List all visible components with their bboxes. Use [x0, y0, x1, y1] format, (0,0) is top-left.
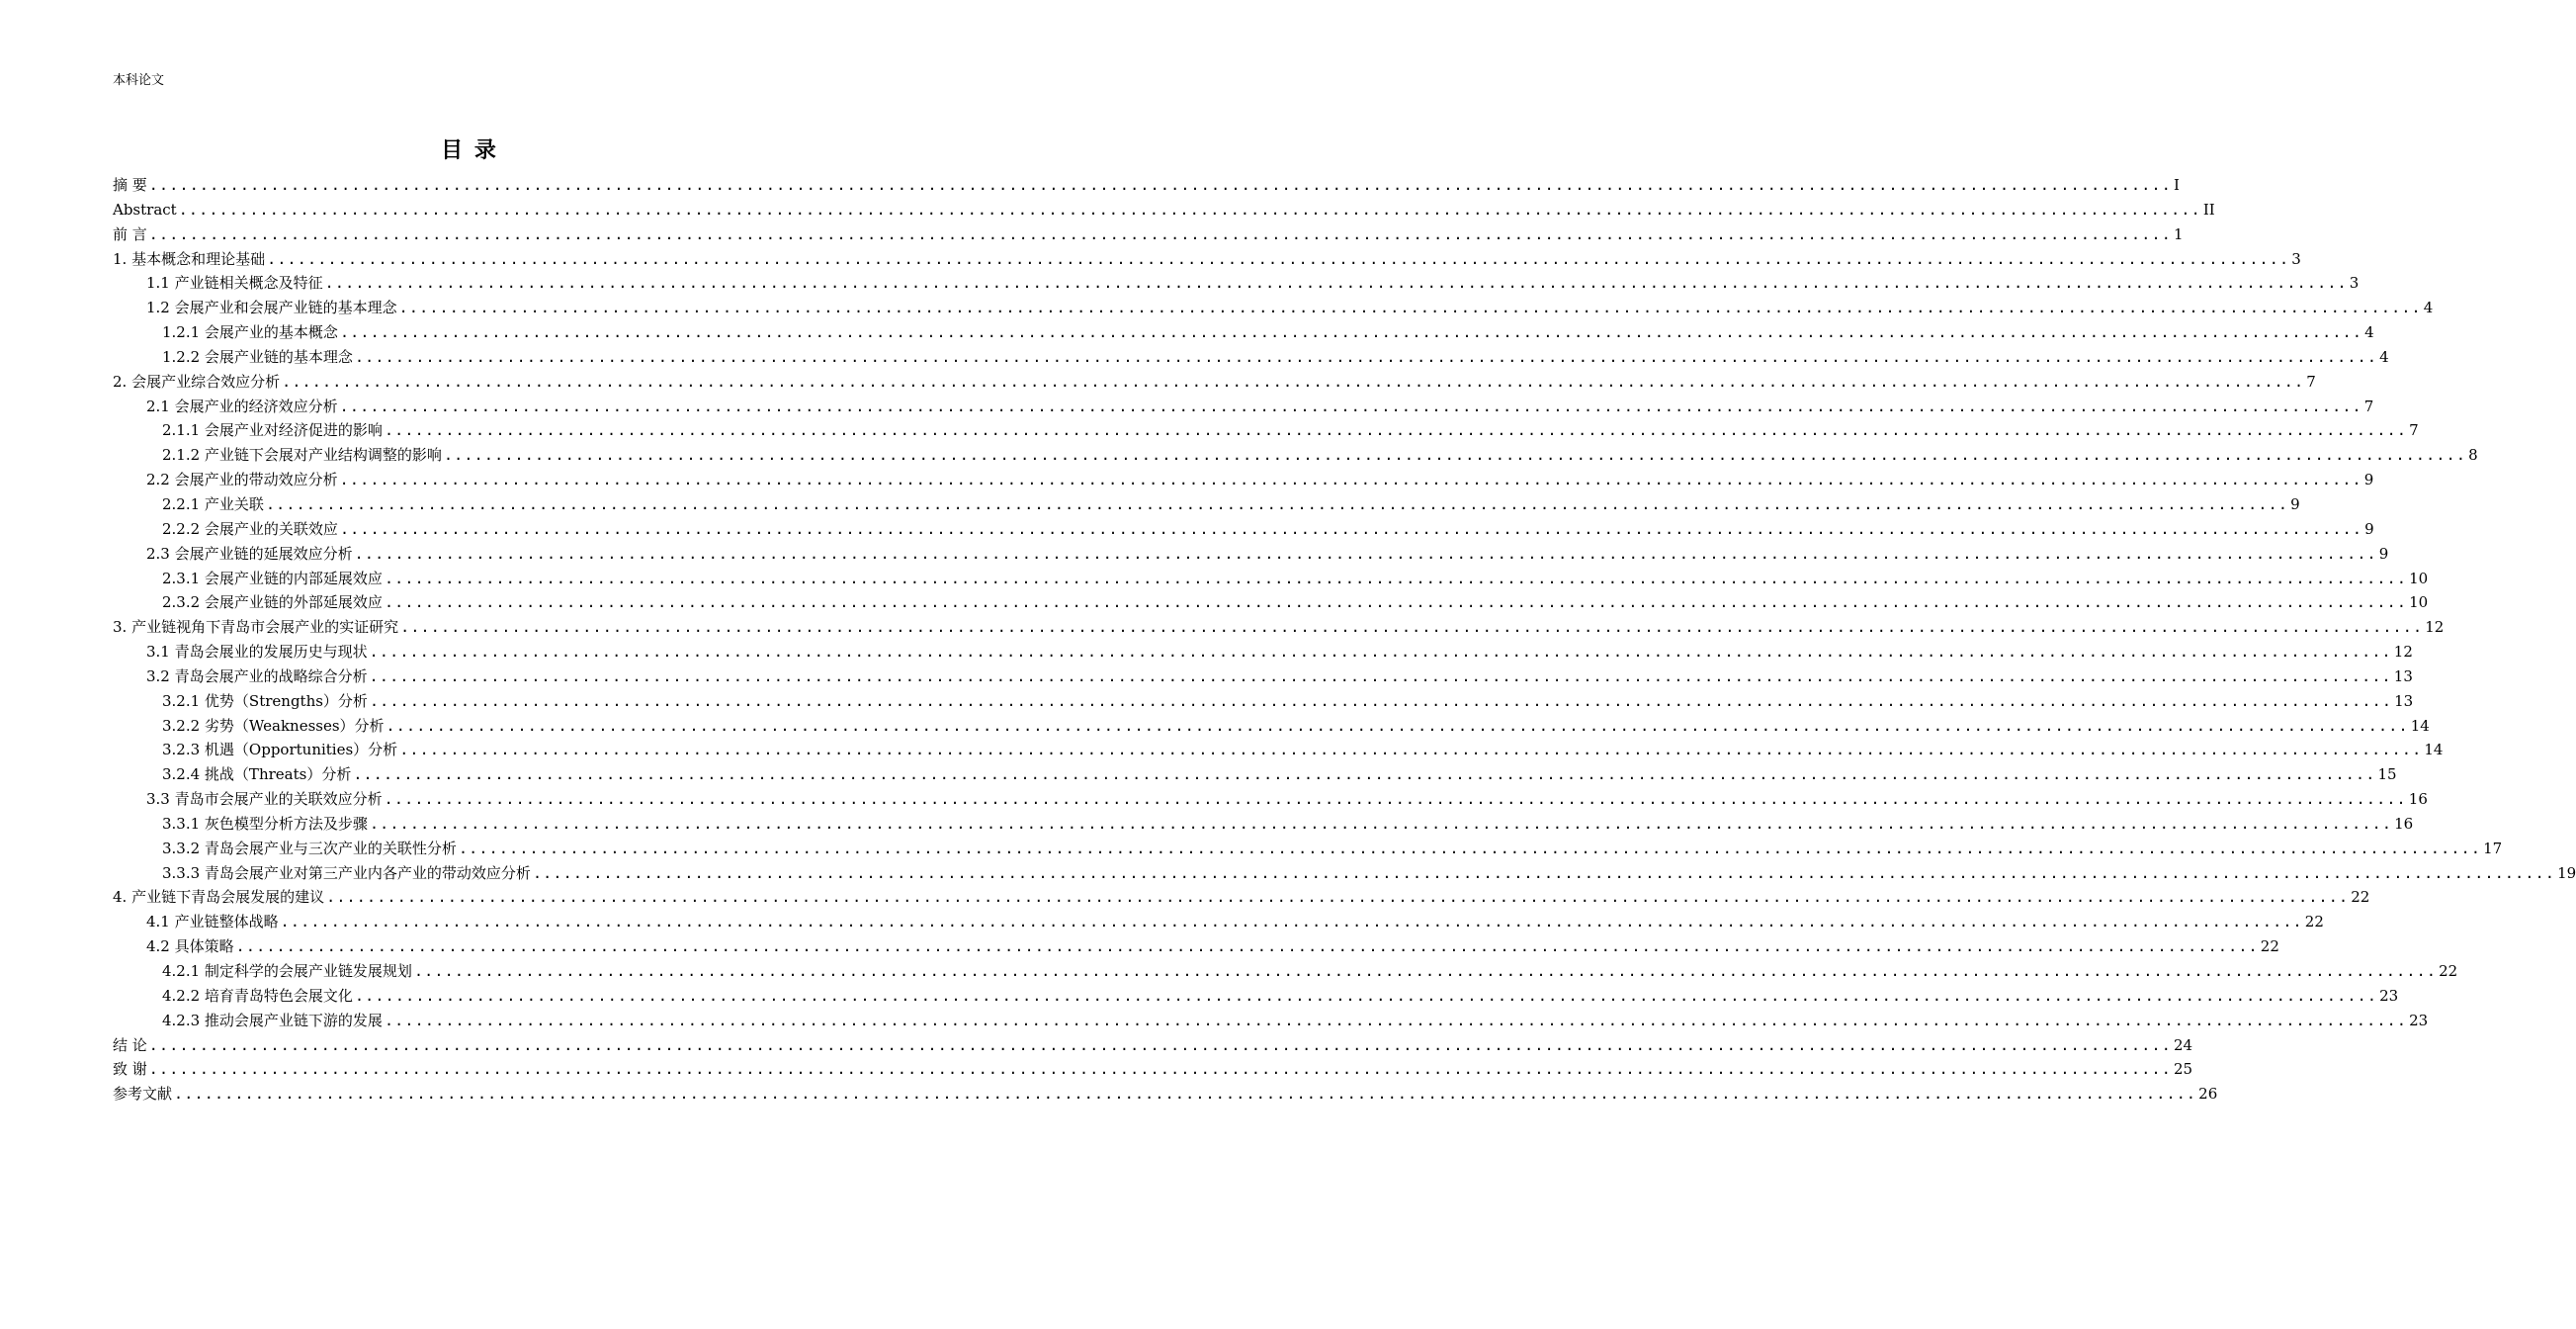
toc-entry[interactable]	[113, 934, 2279, 959]
toc-leader-dots: ........................................................................................................................................................................................................	[384, 569, 2408, 587]
toc-entry-label: 4.2.1 制定科学的会展产业链发展规划	[162, 962, 412, 980]
toc-entry[interactable]	[113, 959, 2458, 984]
toc-entry[interactable]	[113, 320, 2374, 345]
toc-entry[interactable]	[113, 567, 2429, 591]
toc-entry[interactable]	[113, 787, 2428, 812]
toc-entry-page: I	[2173, 176, 2180, 194]
toc-entry-label: 4.2.2 培育青岛特色会展文化	[162, 986, 353, 1005]
toc-entry-label: 1.1 产业链相关概念及特征	[146, 274, 323, 293]
toc-leader-dots: ........................................................................................................................................................................................................	[282, 372, 2305, 391]
toc-entry-page: 22	[2439, 962, 2458, 980]
toc-entry-label: 参考文献	[113, 1085, 173, 1104]
toc-entry-label: 3.3 青岛市会展产业的关联效应分析	[146, 790, 383, 809]
toc-leader-dots: ........................................................................................................................................................................................................	[235, 937, 2259, 956]
toc-entry[interactable]	[113, 492, 2300, 517]
toc-entry[interactable]	[113, 1033, 2193, 1058]
toc-entry-page: 23	[2379, 986, 2399, 1005]
toc-entry[interactable]	[113, 812, 2414, 837]
toc-entry[interactable]	[113, 738, 2444, 762]
toc-entry-label: 3.3.1 灰色模型分析方法及步骤	[162, 814, 368, 833]
toc-entry[interactable]	[113, 296, 2434, 320]
toc-entry[interactable]	[113, 443, 2478, 468]
page-header: 本科论文	[113, 73, 165, 88]
toc-leader-dots: ........................................................................................................................................................................................................	[265, 494, 2289, 513]
toc-entry[interactable]	[113, 517, 2374, 542]
toc-entry-label: 2.1 会展产业的经济效应分析	[146, 397, 338, 415]
toc-entry[interactable]	[113, 247, 2301, 272]
toc-entry-page: 1	[2173, 224, 2184, 243]
toc-entry-page: 9	[2290, 494, 2300, 513]
toc-entry-page: 22	[2260, 937, 2279, 956]
toc-entry[interactable]	[113, 1009, 2429, 1033]
toc-entry-label: 2.2.1 产业关联	[162, 494, 264, 513]
toc-entry-page: 9	[2378, 544, 2389, 563]
toc-entry-page: 15	[2377, 765, 2397, 784]
page-title: 目 录	[441, 138, 498, 163]
toc-entry-page: 4	[2364, 323, 2374, 342]
toc-entry-label: 3.1 青岛会展业的发展历史与现状	[146, 643, 368, 662]
toc-entry-page: II	[2202, 200, 2215, 219]
toc-entry-page: 22	[2351, 888, 2370, 907]
toc-entry-label: 4.1 产业链整体战略	[146, 913, 279, 931]
toc-entry-page: 13	[2394, 691, 2414, 710]
toc-entry-label: 4.2.3 推动会展产业链下游的发展	[162, 1011, 383, 1029]
toc-entry[interactable]	[113, 861, 2576, 886]
toc-entry-label: 3.2 青岛会展产业的战略综合分析	[146, 666, 368, 685]
toc-leader-dots: ........................................................................................................................................................................................................	[354, 544, 2377, 563]
toc-entry-page: 13	[2393, 666, 2413, 685]
toc-entry[interactable]	[113, 664, 2413, 689]
toc-leader-dots: ........................................................................................................................................................................................................	[384, 790, 2407, 809]
toc-leader-dots: ........................................................................................................................................................................................................	[384, 1011, 2408, 1029]
toc-entry-page: 3	[2349, 274, 2360, 293]
toc-entry-label: 2.2 会展产业的带动效应分析	[146, 471, 338, 489]
toc-entry-page: 12	[2393, 643, 2413, 662]
toc-entry[interactable]	[113, 222, 2184, 247]
toc-entry-page: 24	[2173, 1035, 2193, 1054]
toc-leader-dots: ........................................................................................................................................................................................................	[148, 1035, 2172, 1054]
toc-leader-dots: ........................................................................................................................................................................................................	[399, 741, 2423, 759]
toc-leader-dots: ........................................................................................................................................................................................................	[458, 839, 2482, 857]
toc-leader-dots: ........................................................................................................................................................................................................	[339, 397, 2362, 415]
toc-entry-page: 14	[2410, 716, 2430, 735]
toc-entry-page: 4	[2423, 299, 2434, 317]
toc-leader-dots: ........................................................................................................................................................................................................	[148, 1060, 2172, 1079]
toc-entry-page: 16	[2394, 814, 2414, 833]
toc-entry-page: 10	[2409, 593, 2429, 612]
toc-entry-page: 14	[2424, 741, 2444, 759]
toc-leader-dots: ........................................................................................................................................................................................................	[267, 249, 2290, 268]
toc-leader-dots: ........................................................................................................................................................................................................	[443, 446, 2467, 465]
toc-entry-label: Abstract	[113, 200, 177, 219]
toc-entry-page: 7	[2409, 421, 2419, 440]
toc-entry-page: 4	[2379, 347, 2389, 366]
toc-entry[interactable]	[113, 468, 2374, 492]
toc-entry-label: 3.2.4 挑战（Threats）分析	[162, 765, 352, 784]
toc-leader-dots: ........................................................................................................................................................................................................	[354, 347, 2378, 366]
toc-entry-page: 9	[2364, 519, 2374, 538]
toc-entry[interactable]	[113, 885, 2370, 910]
toc-entry[interactable]	[113, 173, 2180, 198]
toc-entry-page: 16	[2408, 790, 2428, 809]
toc-entry[interactable]	[113, 837, 2503, 861]
toc-entry-page: 8	[2468, 446, 2478, 465]
toc-entry[interactable]	[113, 370, 2316, 395]
toc-entry-page: 19	[2557, 863, 2576, 882]
toc-leader-dots: ........................................................................................................................................................................................................	[386, 716, 2409, 735]
toc-entry-page: 26	[2198, 1085, 2218, 1104]
toc-entry-label: 4. 产业链下青岛会展发展的建议	[113, 888, 325, 907]
toc-entry[interactable]	[113, 1057, 2193, 1082]
toc-entry[interactable]	[113, 271, 2360, 296]
toc-leader-dots: ........................................................................................................................................................................................................	[280, 913, 2303, 931]
toc-leader-dots: ........................................................................................................................................................................................................	[413, 962, 2438, 980]
toc-entry[interactable]	[113, 762, 2397, 787]
toc-leader-dots: ........................................................................................................................................................................................................	[353, 765, 2376, 784]
toc-entry[interactable]	[113, 345, 2389, 370]
toc-entry-page: 7	[2363, 397, 2374, 415]
toc-leader-dots: ........................................................................................................................................................................................................	[148, 176, 2172, 194]
toc-entry-page: 9	[2363, 471, 2374, 489]
toc-entry-label: 2.1.1 会展产业对经济促进的影响	[162, 421, 383, 440]
toc-entry-label: 1.2.2 会展产业链的基本理念	[162, 347, 353, 366]
toc-leader-dots: ........................................................................................................................................................................................................	[174, 1085, 2197, 1104]
toc-entry-label: 2.2.2 会展产业的关联效应	[162, 519, 338, 538]
toc-leader-dots: ........................................................................................................................................................................................................	[384, 421, 2408, 440]
toc-entry[interactable]	[113, 640, 2413, 664]
toc-leader-dots: ........................................................................................................................................................................................................	[324, 274, 2348, 293]
toc-entry[interactable]	[113, 395, 2374, 419]
toc-entry-page: 23	[2409, 1011, 2429, 1029]
toc-entry-label: 致 谢	[113, 1060, 147, 1079]
toc-leader-dots: ........................................................................................................................................................................................................	[339, 323, 2363, 342]
toc-entry[interactable]	[113, 590, 2429, 615]
toc-entry-label: 1.2 会展产业和会展产业链的基本理念	[146, 299, 397, 317]
toc-leader-dots: ........................................................................................................................................................................................................	[400, 618, 2424, 637]
toc-entry-label: 1.2.1 会展产业的基本概念	[162, 323, 338, 342]
toc-leader-dots: ........................................................................................................................................................................................................	[369, 643, 2392, 662]
toc-entry[interactable]	[113, 542, 2389, 567]
toc-leader-dots: ........................................................................................................................................................................................................	[384, 593, 2408, 612]
toc-leader-dots: ........................................................................................................................................................................................................	[398, 299, 2422, 317]
toc-entry-label: 2.3.2 会展产业链的外部延展效应	[162, 593, 383, 612]
toc-entry-label: 2.1.2 产业链下会展对产业结构调整的影响	[162, 446, 442, 465]
toc-entry-page: 12	[2425, 618, 2445, 637]
toc-entry-label: 3.2.1 优势（Strengths）分析	[162, 691, 368, 710]
toc-leader-dots: ........................................................................................................................................................................................................	[326, 888, 2350, 907]
toc-entry-label: 3. 产业链视角下青岛市会展产业的实证研究	[113, 618, 399, 637]
toc-leader-dots: ........................................................................................................................................................................................................	[339, 519, 2363, 538]
toc-entry-label: 4.2 具体策略	[146, 937, 234, 956]
toc-entry-label: 摘 要	[113, 176, 147, 194]
toc-entry-page: 17	[2483, 839, 2503, 857]
toc-entry-label: 2.3 会展产业链的延展效应分析	[146, 544, 353, 563]
toc-entry-label: 1. 基本概念和理论基础	[113, 249, 266, 268]
toc-entry[interactable]	[113, 689, 2414, 714]
toc-leader-dots: ........................................................................................................................................................................................................	[339, 471, 2362, 489]
toc-entry[interactable]	[113, 714, 2430, 739]
toc-entry-label: 2. 会展产业综合效应分析	[113, 372, 281, 391]
toc-entry-page: 22	[2304, 913, 2324, 931]
toc-leader-dots: ........................................................................................................................................................................................................	[369, 814, 2393, 833]
toc-entry-label: 3.2.3 机遇（Opportunities）分析	[162, 741, 398, 759]
toc-entry-page: 25	[2173, 1060, 2193, 1079]
toc-entry[interactable]	[113, 910, 2324, 934]
toc-leader-dots: ........................................................................................................................................................................................................	[178, 200, 2201, 219]
toc-entry[interactable]	[113, 198, 2215, 222]
toc-entry-page: 3	[2291, 249, 2301, 268]
toc-entry-label: 3.3.2 青岛会展产业与三次产业的关联性分析	[162, 839, 457, 857]
toc-entry-label: 2.3.1 会展产业链的内部延展效应	[162, 569, 383, 587]
toc-entry[interactable]	[113, 1082, 2218, 1107]
toc-leader-dots: ........................................................................................................................................................................................................	[369, 666, 2392, 685]
toc-leader-dots: ........................................................................................................................................................................................................	[532, 863, 2556, 882]
toc-entry-label: 结 论	[113, 1035, 147, 1054]
toc-entry-page: 7	[2306, 372, 2316, 391]
toc-entry-label: 3.2.2 劣势（Weaknesses）分析	[162, 716, 385, 735]
table-of-contents	[113, 173, 2576, 1107]
toc-entry[interactable]	[113, 984, 2399, 1009]
toc-leader-dots: ........................................................................................................................................................................................................	[354, 986, 2378, 1005]
toc-entry[interactable]	[113, 418, 2419, 443]
toc-entry-page: 10	[2409, 569, 2429, 587]
toc-leader-dots: ........................................................................................................................................................................................................	[148, 224, 2172, 243]
toc-entry[interactable]	[113, 615, 2445, 640]
toc-leader-dots: ........................................................................................................................................................................................................	[369, 691, 2393, 710]
toc-entry-label: 前 言	[113, 224, 147, 243]
toc-entry-label: 3.3.3 青岛会展产业对第三产业内各产业的带动效应分析	[162, 863, 531, 882]
